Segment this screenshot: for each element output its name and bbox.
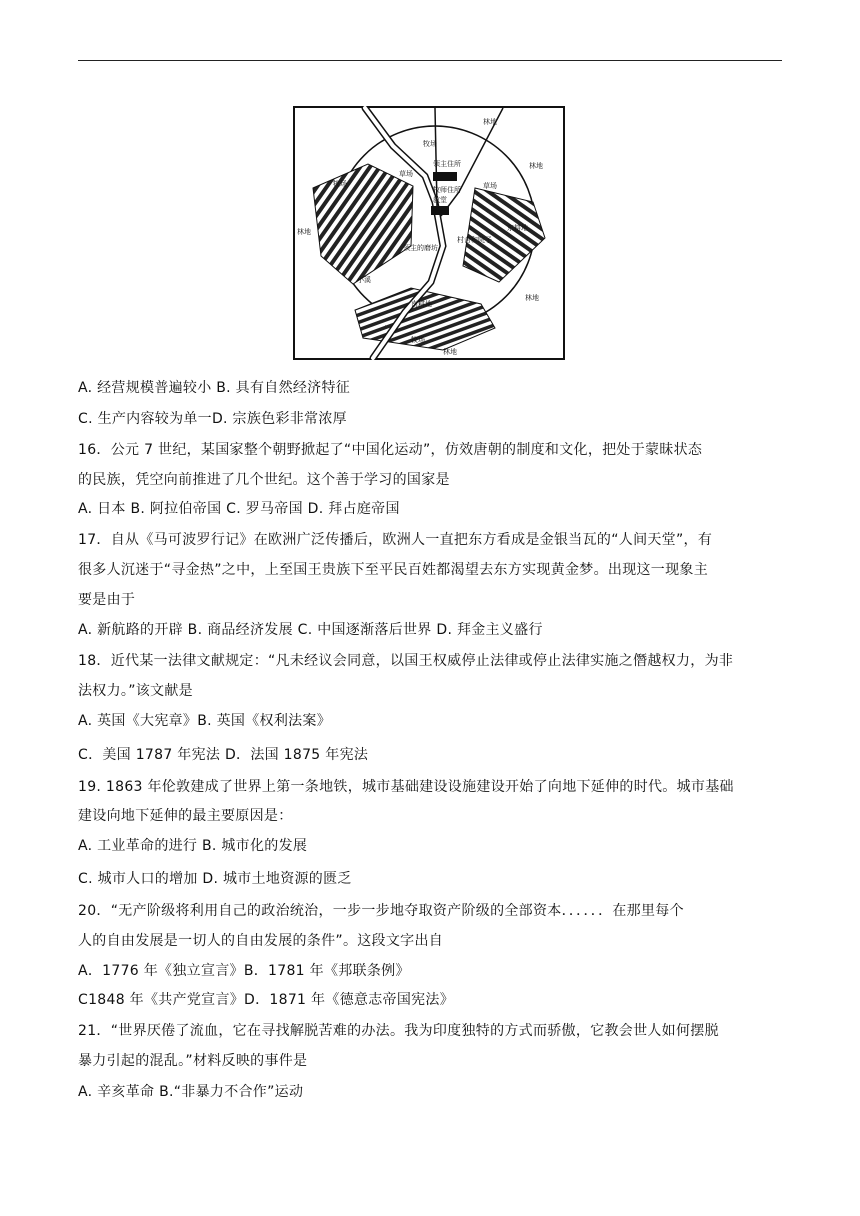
- q15-options-cd: C. 生产内容较为单一D. 宗族色彩非常浓厚: [78, 411, 347, 427]
- label-manor-house: 领主住所: [433, 160, 461, 168]
- q21-stem-1: 21．“世界厌倦了流血，它在寻找解脱苦难的办法。我为印度独特的方式而骄傲，它教会世人如何摆脱: [78, 1023, 719, 1039]
- label-stream: 小溪: [357, 276, 371, 284]
- label-south-field: 南耕地: [411, 300, 432, 308]
- church-marker: [431, 206, 449, 215]
- label-pasture-bottom: 牧场: [411, 336, 425, 344]
- q17-options: A. 新航路的开辟 B. 商品经济发展 C. 中国逐渐落后世界 D. 拜金主义盛行: [78, 622, 543, 638]
- label-forest-bottom: 林地: [443, 348, 457, 356]
- label-east-field: 东耕地: [507, 224, 528, 232]
- label-meadow-left: 草场: [399, 170, 413, 178]
- q15-options-ab: A. 经营规模普遍较小 B. 具有自然经济特征: [78, 380, 351, 396]
- q18-stem-2: 法权力。”该文献是: [78, 683, 193, 699]
- label-pasture-left: 牧场: [333, 180, 347, 188]
- q18-stem-1: 18．近代某一法律文献规定：“凡未经议会同意，以国王权威停止法律或停止法律实施之僭越权力，为非: [78, 653, 734, 669]
- label-forest-left: 林地: [297, 228, 311, 236]
- q20-options-ab: A．1776 年《独立宣言》B．1781 年《邦联条例》: [78, 963, 410, 979]
- label-priest-house: 牧师住所: [433, 186, 461, 194]
- q21-options-ab: A. 辛亥革命 B.“非暴力不合作”运动: [78, 1084, 304, 1100]
- q18-options-ab: A. 英国《大宪章》B. 英国《权利法案》: [78, 713, 332, 729]
- manor-map-figure: [293, 106, 565, 360]
- q19-options-ab: A. 工业革命的进行 B. 城市化的发展: [78, 838, 308, 854]
- header-rule: [78, 60, 782, 61]
- q19-stem-2: 建设向地下延伸的最主要原因是：: [78, 808, 293, 824]
- q16-stem-2: 的民族，凭空向前推进了几个世纪。这个善于学习的国家是: [78, 472, 450, 488]
- q17-stem-3: 要是由于: [78, 592, 136, 608]
- q16-stem-1: 16．公元 7 世纪，某国家整个朝野掀起了“中国化运动”，仿效唐朝的制度和文化，把处于蒙昧状态: [78, 442, 703, 458]
- q19-options-cd: C. 城市人口的增加 D. 城市土地资源的匮乏: [78, 871, 352, 887]
- manor-house-marker: [433, 172, 457, 181]
- q18-options-cd: C．美国 1787 年宪法 D．法国 1875 年宪法: [78, 747, 369, 763]
- q20-stem-2: 人的自由发展是一切人的自由发展的条件”。这段文字出自: [78, 933, 444, 949]
- q17-stem-2: 很多人沉迷于“寻金热”之中，上至国王贵族下至平民百姓都渴望去东方实现黄金梦。出现这一现象主: [78, 562, 709, 578]
- q16-options: A. 日本 B. 阿拉伯帝国 C. 罗马帝国 D. 拜占庭帝国: [78, 501, 400, 517]
- label-forest-right: 林地: [529, 162, 543, 170]
- label-forest-top: 林地: [483, 118, 497, 126]
- label-villagers: 村舍和院子: [457, 236, 492, 244]
- label-pasture-top: 牧场: [423, 140, 437, 148]
- q20-options-cd: C1848 年《共产党宣言》D．1871 年《德意志帝国宪法》: [78, 992, 455, 1008]
- q17-stem-1: 17．自从《马可波罗行记》在欧洲广泛传播后，欧洲人一直把东方看成是金银当瓦的“人间天堂”，有: [78, 532, 713, 548]
- label-lord-mill: 领主的磨坊: [403, 244, 438, 252]
- label-forest-right-low: 林地: [525, 294, 539, 302]
- q19-stem-1: 19. 1863 年伦敦建成了世界上第一条地铁，城市基础建设设施建设开始了向地下延伸的时代。城市基础: [78, 779, 734, 795]
- label-meadow-right: 草场: [483, 182, 497, 190]
- q20-stem-1: 20．“无产阶级将利用自己的政治统治，一步一步地夺取资产阶级的全部资本．．．．．．在那里每个: [78, 903, 684, 919]
- q21-stem-2: 暴力引起的混乱。”材料反映的事件是: [78, 1053, 308, 1069]
- label-church: 教堂: [433, 196, 447, 204]
